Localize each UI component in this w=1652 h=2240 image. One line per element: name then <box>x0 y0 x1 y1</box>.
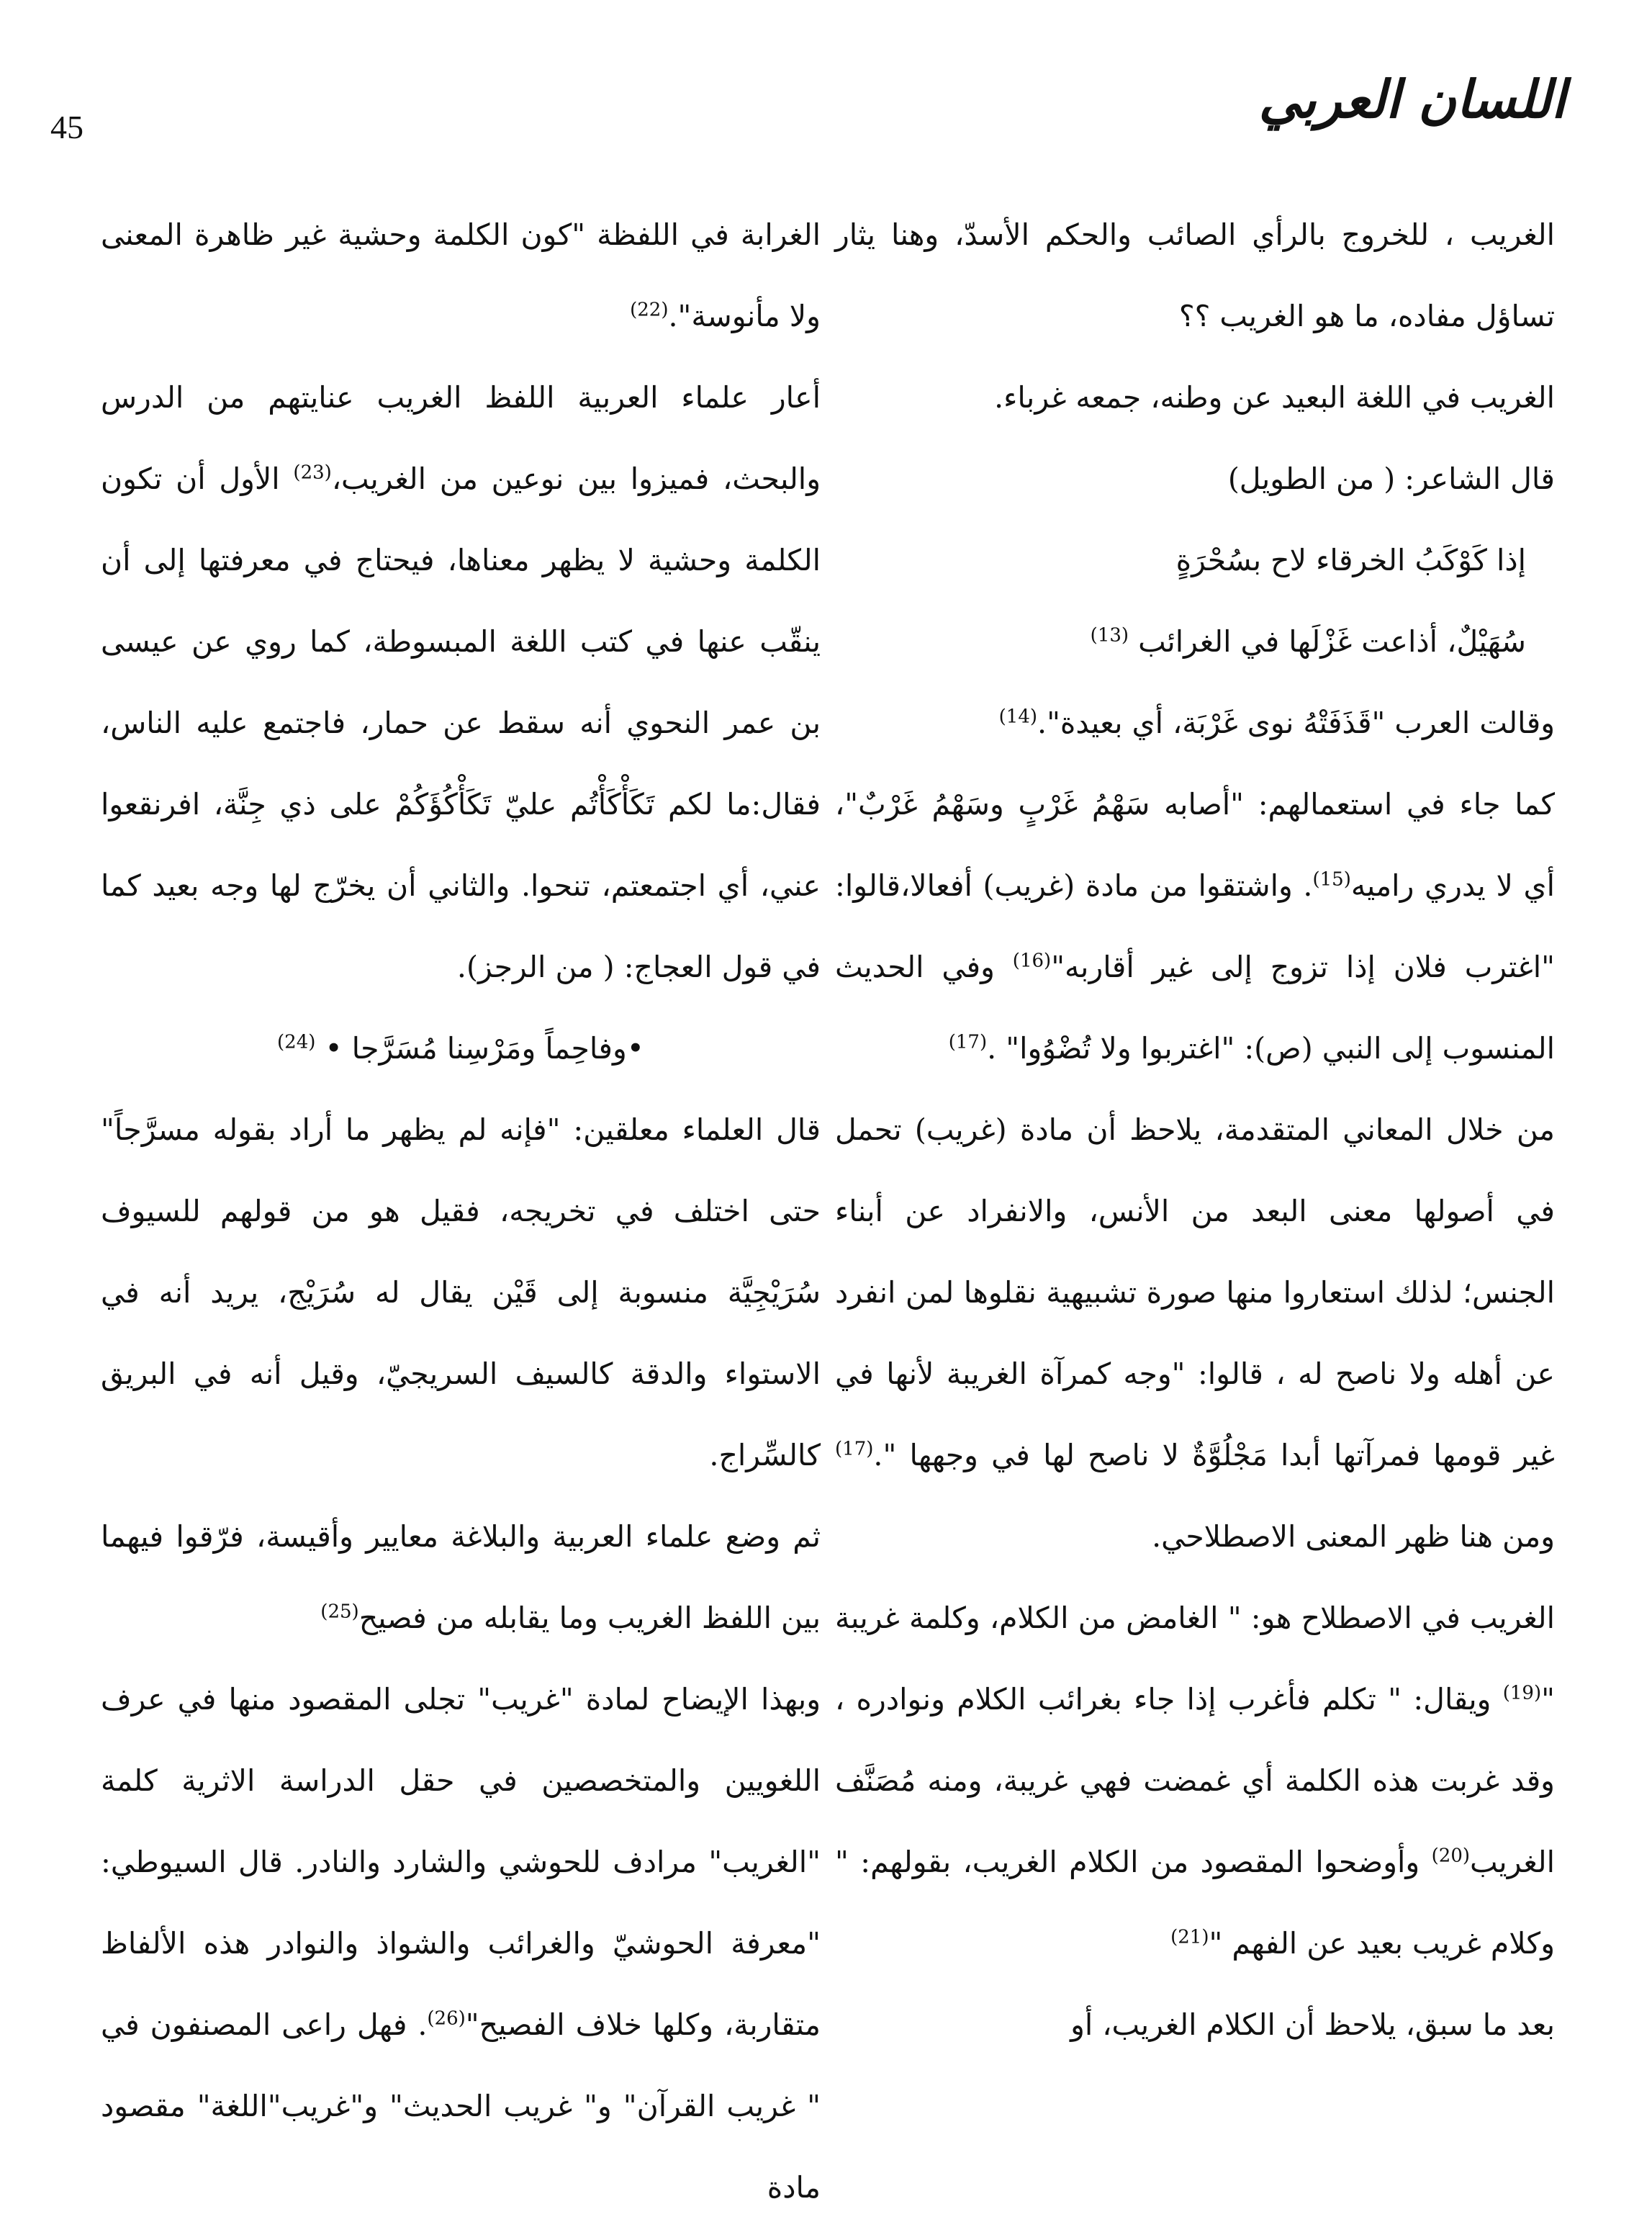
footnote-ref: (22) <box>630 299 669 321</box>
paragraph-text: من خلال المعاني المتقدمة، يلاحظ أن مادة (غريب) تحمل في أصولها معنى البعد من الأنس، والانفراد عن أبناء الجنس؛ لذلك استعاروا منها صورة تشبيهية نقلوها لمن انفرد عن أهله ولا ناصح له ، قالوا: "وجه كمرآة الغريبة لأنها في غير قومها فمرآتها أبدا مَجْلُوَّةٌ لا ناصح لها في وجهها ". <box>835 1112 1555 1472</box>
paragraph <box>835 1089 1555 1578</box>
paragraph <box>835 764 1555 1089</box>
verse-text: •وفاحِماً ومَرْسِنا مُسَرَّجا • <box>325 1031 644 1066</box>
paragraph: الغريب ، للخروج بالرأي الصائب والحكم الأسدّ، وهنا يثار تساؤل مفاده، ما هو الغريب ؟؟ <box>835 217 1555 333</box>
verse-line: إذا كَوْكَبُ الخرقاء لاح بسُحْرَةٍ <box>1175 543 1526 577</box>
footnote-ref: (16) <box>1012 950 1052 972</box>
verse-line <box>101 1008 821 1089</box>
paragraph-text: ثم وضع علماء العربية والبلاغة معايير وأقيسة، فرّقوا فيهما بين اللفظ الغريب وما يقابله من فصيح <box>101 1519 821 1635</box>
paragraph-text: الأول أن تكون الكلمة وحشية لا يظهر معناها، فيحتاج في معرفتها إلى أن ينقّب عنها في كتب اللغة المبسوطة، كما روي عن عيسى بن عمر النحوي أنه سقط عن حمار، فاجتمع عليه الناس، فقال:ما لكم تَكَأْكَأْتُم عليّ تَكَأْكُؤَكُمْ على ذي جِنَّة، افرنقعوا عني، أي اجتمعتم، تنحوا. والثاني أن يخرّج لها وجه بعيد كما في قول العجاج: ( من الرجز). <box>101 462 821 984</box>
paragraph-text: كما جاء في استعمالهم: "أصابه سَهْمُ غَرْبٍ وسَهْمُ غَرْبٌ"، أي لا يدري راميه <box>835 787 1556 903</box>
paragraph-text: . فهل راعى المصنفون في " غريب القرآن" و" غريب الحديث" و"غريب"اللغة" مقصود مادة <box>101 2007 821 2205</box>
footnote-ref: (21) <box>1170 1926 1209 1948</box>
paragraph <box>101 1496 821 1659</box>
paragraph <box>835 683 1555 764</box>
footnote-ref: (23) <box>293 462 332 484</box>
footnote-ref: (20) <box>1431 1845 1471 1867</box>
paragraph: بعد ما سبق، يلاحظ أن الكلام الغريب، أو <box>1070 2007 1555 2042</box>
right-column <box>835 194 1555 2066</box>
footnote-ref: (15) <box>1312 868 1351 891</box>
paragraph-text: وبهذا الإيضاح لمادة "غريب" تجلى المقصود منها في عرف اللغويين والمتخصصين في حقل الدراسة الاثرية كلمة "الغريب" مرادف للحوشي والشارد والنادر. قال السيوطي: "معرفة الحوشيّ والغرائب والشواذ والنوادر هذه الألفاظ متقاربة، وكلها خلاف الفصيح" <box>101 1682 821 2042</box>
page-number: 45 <box>50 109 83 145</box>
footnote-ref: (25) <box>320 1601 359 1623</box>
footnote-ref: (24) <box>277 1031 316 1053</box>
paragraph-text: الغرابة في اللفظة "كون الكلمة وحشية غير ظاهرة المعنى ولا مأنوسة". <box>101 217 821 333</box>
paragraph: قال الشاعر: ( من الطويل) <box>1227 462 1555 496</box>
left-column <box>101 194 821 2228</box>
paragraph: قال العلماء معلقين: "فإنه لم يظهر ما أراد بقوله مسرَّجاً" حتى اختلف في تخريجه، فقيل هو من قولهم للسيوف سُرَيْجِيَّة منسوبة إلى قَيْن يقال له سُرَيْج، يريد أنه في الاستواء والدقة كالسيف السريجيّ، وقيل أنه في البريق كالسِّراج. <box>101 1112 821 1472</box>
paragraph <box>835 1578 1555 1984</box>
paragraph-text: وأوضحوا المقصود من الكلام الغريب، بقولهم: " وكلام غريب بعيد عن الفهم " <box>835 1845 1555 1961</box>
paragraph-text: وقالت العرب "قَذَفَتْهُ نوى غَرْبَة، أي بعيدة". <box>1037 706 1555 740</box>
footnote-ref: (17) <box>835 1438 874 1460</box>
footnote-ref: (19) <box>1502 1682 1542 1704</box>
paragraph-text: ومن هنا ظهر المعنى الاصطلاحي. <box>1152 1519 1555 1554</box>
footnote-ref: (26) <box>427 2007 466 2030</box>
footnote-ref: (13) <box>1090 624 1129 647</box>
paragraph <box>101 1659 821 2228</box>
journal-logo: اللسان العربي <box>1258 68 1566 130</box>
paragraph-text: الغريب في الاصطلاح هو: " الغامض من الكلام، وكلمة غريبة " <box>835 1601 1555 1717</box>
paragraph <box>101 357 821 1008</box>
paragraph <box>101 194 821 357</box>
paragraph-text: ويقال: " تكلم فأغرب إذا جاء بغرائب الكلام ونوادره ، وقد غربت هذه الكلمة أي غمضت فهي غريبة، ومنه مُصَنَّف الغريب <box>835 1682 1555 1879</box>
paragraph: الغريب في اللغة البعيد عن وطنه، جمعه غرباء. <box>994 380 1555 415</box>
paragraph-text: وفي الحديث المنسوب إلى النبي (ص): "اغتربوا ولا تُضْوُوا" . <box>835 950 1555 1066</box>
paragraph-text: أعار علماء العربية اللفظ الغريب عنايتهم من الدرس والبحث، فميزوا بين نوعين من الغريب، <box>101 380 821 496</box>
verse-line <box>835 601 1555 683</box>
footnote-ref: (14) <box>998 706 1038 728</box>
footnote-ref: (17) <box>948 1031 988 1053</box>
verse-text: سُهَيْلٌ، أذاعت غَزْلَها في الغرائب <box>1138 624 1526 659</box>
paragraph-text: . واشتقوا من مادة (غريب) أفعالا،قالوا: "اغترب فلان إذا تزوج إلى غير أقاربه" <box>835 868 1555 984</box>
